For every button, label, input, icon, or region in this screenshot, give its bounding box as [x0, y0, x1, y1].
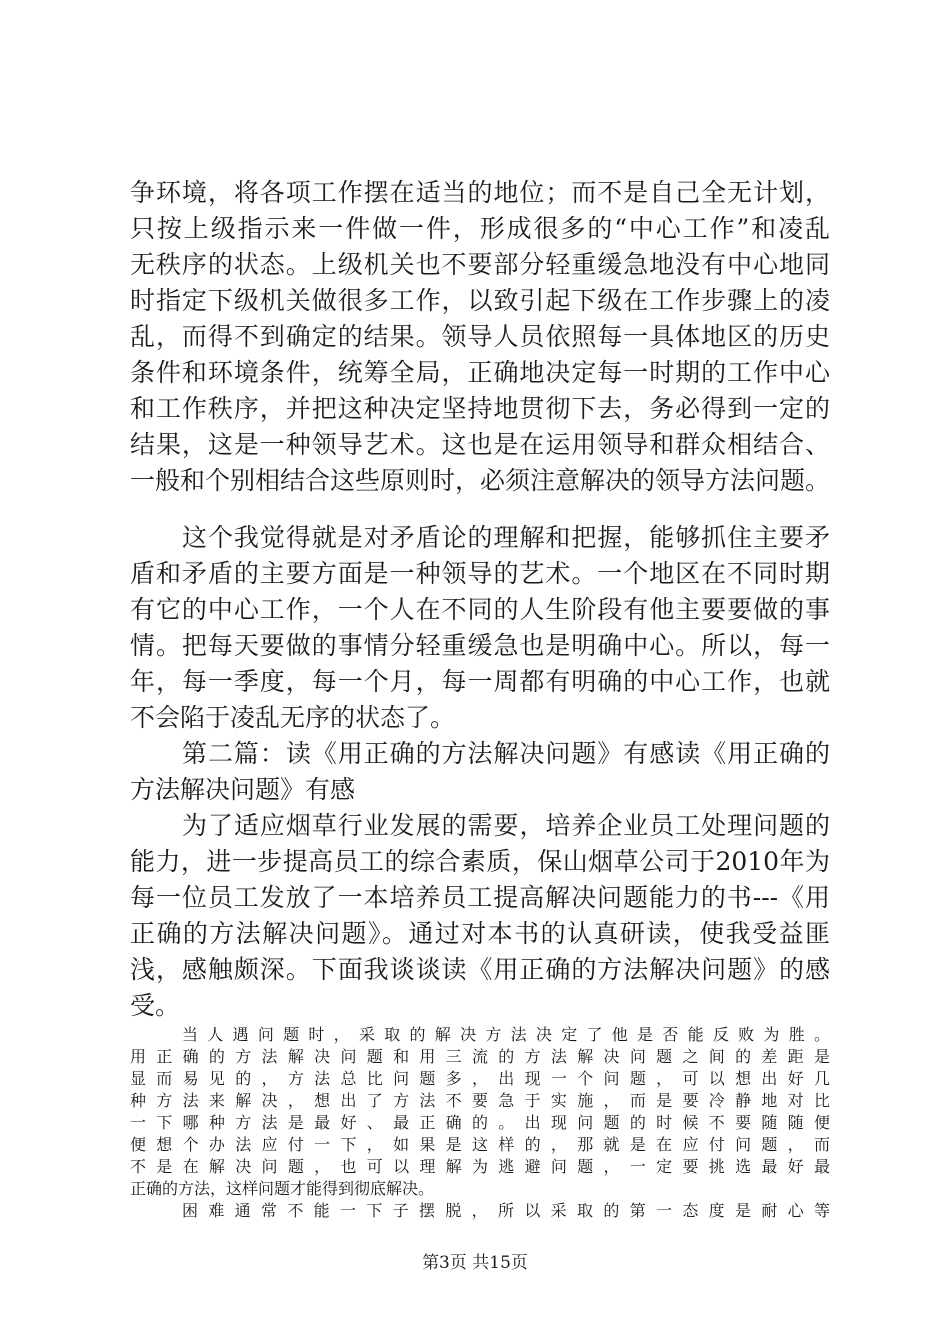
- paragraph-line: 有它的中心工作，一个人在不同的人生阶段有他主要要做的事: [130, 595, 830, 624]
- paragraph-line: 正确的方法解决问题》。通过对本书的认真研读，使我受益匪: [130, 919, 830, 948]
- paragraph-line: 这个我觉得就是对矛盾论的理解和把握，能够抓住主要矛: [182, 523, 830, 552]
- paragraph-line: 用正确的方法解决问题和用三流的方法解决问题之间的差距是: [130, 1047, 830, 1066]
- paragraph-line: 一般和个别相结合这些原则时，必须注意解决的领导方法问题。: [130, 466, 831, 495]
- paragraph-line: 只按上级指示来一件做一件，形成很多的“中心工作”和凌乱: [130, 214, 830, 243]
- paragraph-line: 能力，进一步提高员工的综合素质，保山烟草公司于2010年为: [130, 847, 830, 876]
- paragraph-line: 结果，这是一种领导艺术。这也是在运用领导和群众相结合、: [130, 430, 830, 459]
- paragraph-line: 情。把每天要做的事情分轻重缓急也是明确中心。所以，每一: [130, 631, 830, 660]
- section-heading: 第二篇：读《用正确的方法解决问题》有感读《用正确的: [182, 739, 830, 768]
- paragraph-line: 年，每一季度，每一个月，每一周都有明确的中心工作，也就: [130, 667, 830, 696]
- paragraph-line: 盾和矛盾的主要方面是一种领导的艺术。一个地区在不同时期: [130, 559, 830, 588]
- paragraph-line: 时指定下级机关做很多工作，以致引起下级在工作步骤上的凌: [130, 286, 830, 315]
- paragraph-line: 为了适应烟草行业发展的需要，培养企业员工处理问题的: [182, 811, 830, 840]
- paragraph-line: 种方法来解决，想出了方法不要急于实施，而是要冷静地对比: [130, 1091, 830, 1110]
- paragraph-line: 不会陷于凌乱无序的状态了。: [130, 703, 456, 732]
- paragraph-line: 不是在解决问题，也可以理解为逃避问题，一定要挑选最好最: [130, 1157, 830, 1176]
- paragraph-line: 正确的方法，这样问题才能得到彻底解决。: [130, 1179, 435, 1198]
- paragraph-line: 条件和环境条件，统筹全局，正确地决定每一时期的工作中心: [130, 358, 830, 387]
- paragraph-line: 当人遇问题时，采取的解决方法决定了他是否能反败为胜。: [182, 1025, 830, 1044]
- paragraph-line: 显而易见的，方法总比问题多，出现一个问题，可以想出好几: [130, 1069, 830, 1088]
- paragraph-line: 受。: [130, 991, 181, 1020]
- page-footer: 第3页 共15页: [422, 1253, 528, 1273]
- paragraph-line: 便想个办法应付一下，如果是这样的，那就是在应付问题，而: [130, 1135, 830, 1154]
- paragraph-line: 乱，而得不到确定的结果。领导人员依照每一具体地区的历史: [130, 322, 830, 351]
- paragraph-line: 和工作秩序，并把这种决定坚持地贯彻下去，务必得到一定的: [130, 394, 830, 423]
- paragraph-line: 每一位员工发放了一本培养员工提高解决问题能力的书---《用: [130, 883, 830, 912]
- paragraph-line: 争环境，将各项工作摆在适当的地位；而不是自己全无计划，: [130, 178, 830, 207]
- paragraph-line: 无秩序的状态。上级机关也不要部分轻重缓急地没有中心地同: [130, 250, 830, 279]
- section-heading: 方法解决问题》有感: [130, 775, 356, 804]
- paragraph-line: 浅，感触颇深。下面我谈谈读《用正确的方法解决问题》的感: [130, 955, 830, 984]
- paragraph-line: 困难通常不能一下子摆脱，所以采取的第一态度是耐心等: [182, 1201, 830, 1220]
- paragraph-line: 一下哪种方法是最好、最正确的。出现问题的时候不要随随便: [130, 1113, 830, 1132]
